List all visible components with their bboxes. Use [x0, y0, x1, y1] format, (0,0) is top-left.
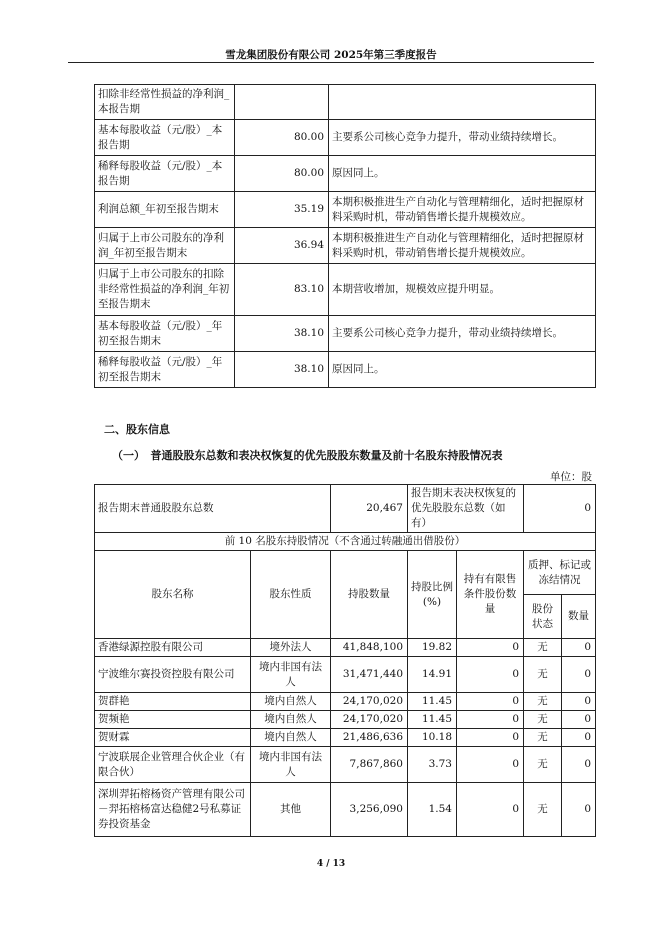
- shareholder-status: 无: [524, 711, 562, 729]
- table-row: [95, 783, 596, 837]
- shareholder-restricted: 0: [457, 693, 524, 711]
- shareholder-status: 无: [524, 747, 562, 783]
- shareholder-quantity: 7,867,860: [331, 747, 408, 783]
- reason-cell: 本期积极推进生产自动化与管理精细化，适时把握原材料采购时机，带动销售增长提升规模效应。: [329, 192, 596, 228]
- shareholder-quantity: 21,486,636: [331, 729, 408, 747]
- header-ratio: 持股比例(%): [408, 551, 457, 639]
- shareholder-nature: 境内自然人: [251, 729, 331, 747]
- table-header-row: [95, 551, 596, 595]
- shareholder-quantity: 41,848,100: [331, 639, 408, 657]
- shareholder-status: 无: [524, 639, 562, 657]
- table-row: [95, 192, 596, 228]
- table-row: [95, 352, 596, 388]
- shareholder-count: 0: [562, 639, 596, 657]
- shareholder-count: 0: [562, 657, 596, 693]
- table-row: [95, 729, 596, 747]
- table-row: [95, 747, 596, 783]
- shareholder-ratio: 11.45: [408, 711, 457, 729]
- table-row: [95, 120, 596, 156]
- header-restricted: 持有有限售条件股份数量: [457, 551, 524, 639]
- shareholder-nature: 其他: [251, 783, 331, 837]
- table-row: [95, 711, 596, 729]
- header-status: 股份状态: [524, 595, 562, 639]
- shareholder-ratio: 3.73: [408, 747, 457, 783]
- table-row: [95, 316, 596, 352]
- table-row: [95, 85, 596, 120]
- header-quantity: 持股数量: [331, 551, 408, 639]
- subsection-title: （一） 普通股股东总数和表决权恢复的优先股股东数量及前十名股东持股情况表: [112, 449, 503, 462]
- shareholder-ratio: 14.91: [408, 657, 457, 693]
- table-row: [95, 156, 596, 192]
- shareholder-name: 宁波联展企业管理合伙企业（有限合伙）: [95, 747, 251, 783]
- item-cell: 归属于上市公司股东的扣除非经常性损益的净利润_年初至报告期末: [95, 264, 235, 316]
- shareholder-quantity: 24,170,020: [331, 711, 408, 729]
- item-cell: 基本每股收益（元/股）_本报告期: [95, 120, 235, 156]
- item-cell: 稀释每股收益（元/股）_年初至报告期末: [95, 352, 235, 388]
- table-row: [95, 657, 596, 693]
- shareholder-restricted: 0: [457, 729, 524, 747]
- shareholder-ratio: 19.82: [408, 639, 457, 657]
- shareholder-name: 贺财霖: [95, 729, 251, 747]
- shareholder-count: 0: [562, 693, 596, 711]
- total-shareholders-label: 报告期末普通股股东总数: [95, 485, 331, 533]
- shareholder-nature: 境内自然人: [251, 711, 331, 729]
- table-row: [95, 485, 596, 533]
- reason-cell: 主要系公司核心竞争力提升，带动业绩持续增长。: [329, 120, 596, 156]
- reason-cell: [329, 85, 596, 120]
- header-count: 数量: [562, 595, 596, 639]
- shareholder-name: 贺频艳: [95, 711, 251, 729]
- shareholder-restricted: 0: [457, 711, 524, 729]
- shareholder-name: 深圳羿拓榕杨资产管理有限公司－羿拓榕杨富达稳健2号私募证券投资基金: [95, 783, 251, 837]
- shareholder-restricted: 0: [457, 639, 524, 657]
- shareholder-count: 0: [562, 729, 596, 747]
- value-cell: [235, 85, 329, 120]
- shareholder-table: [94, 484, 596, 837]
- item-cell: 基本每股收益（元/股）_年初至报告期末: [95, 316, 235, 352]
- shareholder-ratio: 1.54: [408, 783, 457, 837]
- value-cell: 38.10: [235, 352, 329, 388]
- total-shareholders-value: 20,467: [331, 485, 408, 533]
- shareholder-restricted: 0: [457, 657, 524, 693]
- shareholder-quantity: 3,256,090: [331, 783, 408, 837]
- table-row: [95, 264, 596, 316]
- preferred-shareholders-value: 0: [524, 485, 596, 533]
- table-row: [95, 639, 596, 657]
- shareholder-name: 香港绿源控股有限公司: [95, 639, 251, 657]
- shareholder-ratio: 10.18: [408, 729, 457, 747]
- header-rule: [68, 62, 594, 63]
- header-nature: 股东性质: [251, 551, 331, 639]
- shareholder-count: 0: [562, 783, 596, 837]
- value-cell: 36.94: [235, 228, 329, 264]
- shareholder-nature: 境内非国有法人: [251, 747, 331, 783]
- header-name: 股东名称: [95, 551, 251, 639]
- value-cell: 80.00: [235, 156, 329, 192]
- shareholder-nature: 境外法人: [251, 639, 331, 657]
- shareholder-count: 0: [562, 747, 596, 783]
- table-row: [95, 693, 596, 711]
- reason-cell: 原因同上。: [329, 352, 596, 388]
- shareholder-ratio: 11.45: [408, 693, 457, 711]
- value-cell: 80.00: [235, 120, 329, 156]
- shareholder-restricted: 0: [457, 747, 524, 783]
- value-cell: 83.10: [235, 264, 329, 316]
- value-cell: 35.19: [235, 192, 329, 228]
- value-cell: 38.10: [235, 316, 329, 352]
- table-row: [95, 533, 596, 551]
- shareholder-count: 0: [562, 711, 596, 729]
- shareholder-name: 宁波维尔赛投资控股有限公司: [95, 657, 251, 693]
- preferred-shareholders-label: 报告期末表决权恢复的优先股股东总数（如有）: [408, 485, 524, 533]
- profit-change-table: [94, 84, 596, 388]
- table-row: [95, 228, 596, 264]
- top10-caption: 前 10 名股东持股情况（不含通过转融通出借股份）: [95, 533, 596, 551]
- document-header: 雪龙集团股份有限公司 2025年第三季度报告: [225, 49, 437, 61]
- shareholder-nature: 境内自然人: [251, 693, 331, 711]
- item-cell: 扣除非经常性损益的净利润_本报告期: [95, 85, 235, 120]
- header-pledge: 质押、标记或冻结情况: [524, 551, 596, 595]
- shareholder-quantity: 24,170,020: [331, 693, 408, 711]
- shareholder-status: 无: [524, 693, 562, 711]
- reason-cell: 原因同上。: [329, 156, 596, 192]
- shareholder-status: 无: [524, 783, 562, 837]
- reason-cell: 本期营收增加，规模效应提升明显。: [329, 264, 596, 316]
- page-number: 4 / 13: [316, 859, 346, 869]
- shareholder-name: 贺群艳: [95, 693, 251, 711]
- shareholder-restricted: 0: [457, 783, 524, 837]
- shareholder-status: 无: [524, 657, 562, 693]
- reason-cell: 本期积极推进生产自动化与管理精细化，适时把握原材料采购时机，带动销售增长提升规模效应。: [329, 228, 596, 264]
- section-title: 二、股东信息: [104, 423, 170, 436]
- reason-cell: 主要系公司核心竞争力提升，带动业绩持续增长。: [329, 316, 596, 352]
- item-cell: 归属于上市公司股东的净利润_年初至报告期末: [95, 228, 235, 264]
- shareholder-nature: 境内非国有法人: [251, 657, 331, 693]
- unit-label: 单位：股: [550, 471, 592, 483]
- item-cell: 稀释每股收益（元/股）_本报告期: [95, 156, 235, 192]
- item-cell: 利润总额_年初至报告期末: [95, 192, 235, 228]
- shareholder-quantity: 31,471,440: [331, 657, 408, 693]
- shareholder-status: 无: [524, 729, 562, 747]
